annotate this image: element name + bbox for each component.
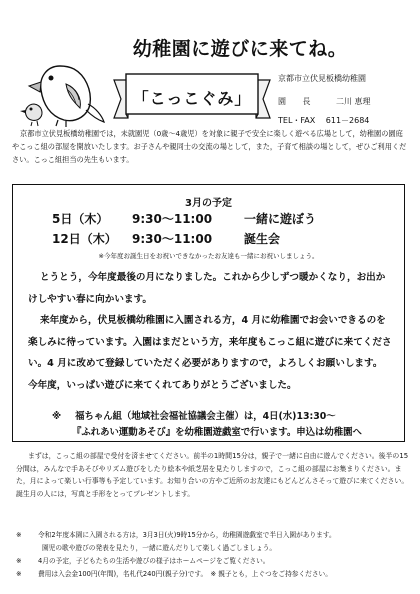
note-text: 4月の予定，子どもたちの生活や遊びの様子はホームページをご覧ください。 bbox=[38, 557, 270, 565]
principal-name: 二川 恵理 bbox=[336, 97, 371, 106]
schedule-time: 9:30～11:00 bbox=[132, 232, 213, 246]
schedule-date: 12日（木） bbox=[52, 232, 117, 246]
event-notice-line bbox=[52, 408, 336, 422]
schedule-date: 5日（木） bbox=[52, 212, 109, 226]
banner-title: 「こっこぐみ」 bbox=[132, 89, 252, 108]
note-item: 園児の歌や遊びの発表を見たり，一緒に遊んだりして楽しく過ごしましょう。 bbox=[42, 544, 277, 552]
note-mark: ※ bbox=[16, 557, 22, 565]
schedule-time: 9:30～11:00 bbox=[132, 212, 213, 226]
schedule-event-name: 誕生会 bbox=[244, 232, 281, 246]
event-notice-text: 福ちゃん組（地域社会福祉協議会主催）は，4日(水)13:30～ bbox=[75, 411, 336, 422]
note-item bbox=[16, 555, 270, 568]
note-mark: ※ bbox=[52, 411, 62, 422]
message-block bbox=[28, 267, 392, 396]
bird-illustration bbox=[14, 60, 109, 128]
note-mark: ※ bbox=[16, 531, 22, 539]
principal-label: 園 長 bbox=[278, 97, 318, 106]
intro-paragraph: 京都市立伏見板橋幼稚園では，未就園児（0歳～4歳児）を対象に親子で安全に楽しく遊べる広場として，幼稚園の園庭やこっこ組の部屋を開放いたします。お子さんや親同士の交流の場として，また，子育て相談の場として，ぜひご利用ください。こっこ組担当の先生もいます。 bbox=[12, 129, 407, 164]
schedule-title: 3月の予定 bbox=[185, 198, 232, 209]
tel-fax: TEL・FAX 611－2684 bbox=[278, 116, 370, 125]
school-name: 京都市立伏見板橋幼稚園 bbox=[278, 74, 366, 83]
note-text: 費用は入会金100円(年間)，名札代240円(親子分)です。 ※ 親子とも，上ぐつをご持参ください。 bbox=[38, 570, 332, 578]
schedule-event-name: 一緒に遊ぼう bbox=[244, 212, 317, 226]
program-description: まずは，こっこ組の部屋で受付を済ませてください。前半の1時間15分は，親子で一緒に自由に遊んでください。後半の15分間は，みんなで手あそびやリズム遊びをしたり絵本や紙芝居を見たりしますので，こっこ組の部屋にお集まりください。また，月によって楽しい行事等も予定しています。お知り合いの方やご近所のお友達にもどんどんさそって遊びに来てください。誕生月の人には，写真と手形をとってプレゼントします。 bbox=[16, 452, 409, 498]
note-text: 令和2年度本園に入園される方は，3月3日(火)9時15分から，幼稚園遊戯室で半日入園があります。 bbox=[38, 531, 336, 539]
note-item bbox=[16, 529, 412, 542]
message-paragraph: 来年度から，伏見板橋幼稚園に入園される方，4 月に幼稚園でお会いできるのを楽しみに待っています。入園はまだという方，来年度もこっこ組に遊びに来てください。4 月に改めて登録していただく必要がありますので，よろしくお願いします。今年度，いっぱい遊びに来てくれてありがとうございました。 bbox=[28, 315, 392, 391]
schedule-note: ※今年度お誕生日をお祝いできなかったお友達も一緒にお祝いしましょう。 bbox=[98, 252, 319, 260]
page-title: 幼稚園に遊びに来てね。 bbox=[132, 38, 348, 60]
note-item bbox=[16, 568, 332, 581]
note-mark: ※ bbox=[16, 570, 22, 578]
message-paragraph: とうとう，今年度最後の月になりました。これから少しずつ暖かくなり，お出かけしやすい春に向かいます。 bbox=[28, 272, 386, 305]
event-notice-line: 『ふれあい運動あそび』を幼稚園遊戯室で行います。申込は幼稚園へ bbox=[72, 427, 362, 438]
